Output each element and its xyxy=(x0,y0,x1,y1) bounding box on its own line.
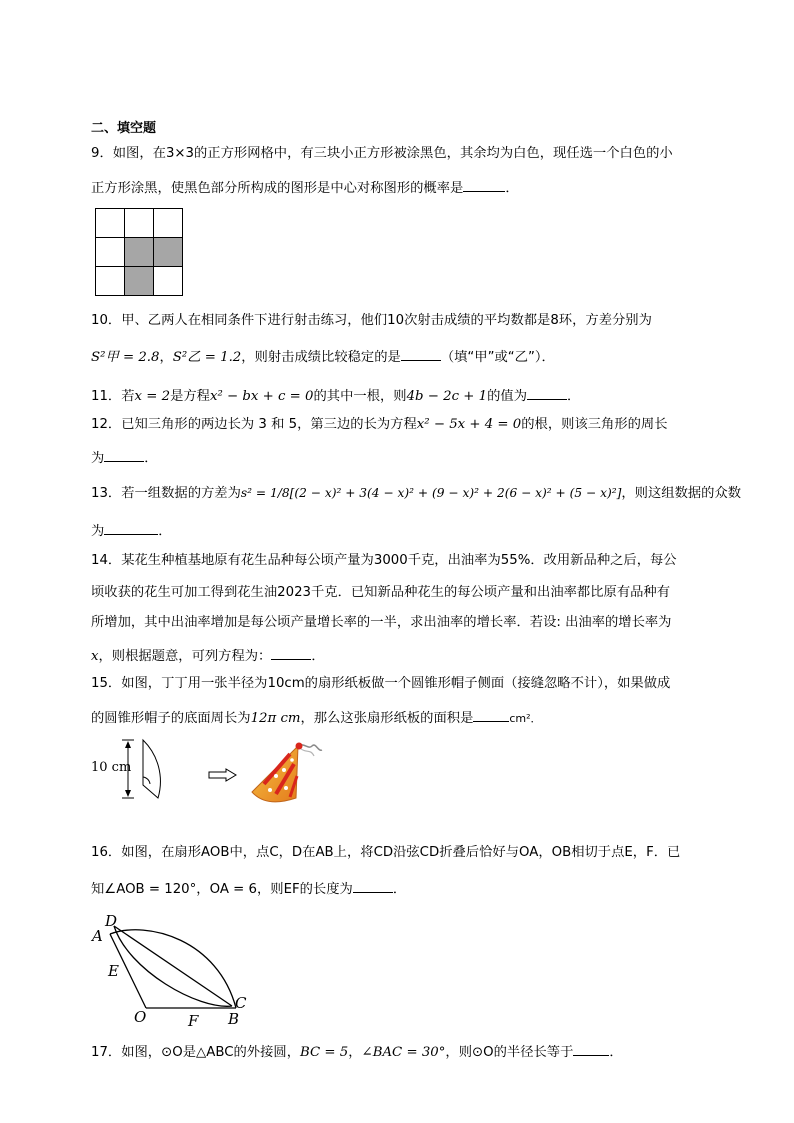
q10-tail: ，则射击成绩比较稳定的是 xyxy=(241,350,401,365)
q12-post: 的根，则该三角形的周长 xyxy=(521,417,668,432)
q16-pre: 知∠AOB = 120°，OA = 6，则EF的长度为 xyxy=(91,882,353,897)
q11-eq1: x = 2 xyxy=(134,389,171,404)
q16-line1: 16．如图，在扇形AOB中，点C，D在AB上，将CD沿弦CD折叠后恰好与OA，OB相切于点E，F．已 xyxy=(91,845,681,860)
grid-shaded-cell xyxy=(154,238,183,267)
q12-answer-blank[interactable] xyxy=(104,447,144,462)
section-heading: 二、填空题 xyxy=(91,121,157,136)
q13-end: ． xyxy=(158,524,172,539)
q17-pre: 17．如图，⊙O是△ABC的外接圆， xyxy=(91,1045,300,1060)
q11-end: ． xyxy=(567,389,581,404)
q12-line2 xyxy=(91,447,158,468)
q17-angle: ∠BAC = 30° xyxy=(361,1045,446,1060)
q10-line1: 10．甲、乙两人在相同条件下进行射击练习，他们10次射击成绩的平均数都是8环，方差分别为 xyxy=(91,313,652,328)
q10-variance-yi: S²乙 = 1.2 xyxy=(172,350,242,365)
q15-circumference: 12π cm xyxy=(250,711,301,726)
q11-eq2: x² − bx + c = 0 xyxy=(209,389,314,404)
q12-end: ． xyxy=(144,451,158,466)
q16-label-c: C xyxy=(235,994,247,1012)
q9-end: ． xyxy=(505,181,519,196)
q17-answer-blank[interactable] xyxy=(573,1041,609,1056)
q15-answer-blank[interactable] xyxy=(473,707,509,722)
q15-sector-figure xyxy=(118,738,210,808)
q16-label-a: A xyxy=(92,927,103,945)
q15-line1: 15．如图，丁丁用一张半径为10cm的扇形纸板做一个圆锥形帽子侧面（接缝忽略不计），如果做成 xyxy=(91,676,671,691)
q16-label-b: B xyxy=(228,1010,240,1028)
grid-shaded-cell xyxy=(125,238,154,267)
q9-grid-figure xyxy=(95,208,185,298)
q14-end: ． xyxy=(311,649,325,664)
q12-eq: x² − 5x + 4 = 0 xyxy=(416,417,522,432)
q17-end: ． xyxy=(609,1045,623,1060)
q11-line xyxy=(91,385,580,406)
q14-line3: 所增加，其中出油率增加是每公顷产量增长率的一半，求出油率的增长率．若设: 出油率的增长率为 xyxy=(91,615,672,630)
q13-line2-text: 为 xyxy=(91,524,105,539)
q10-variance-jia: S²甲 = 2.8 xyxy=(91,350,160,365)
q9-line1: 9．如图，在3×3的正方形网格中，有三块小正方形被涂黑色，其余均为白色，现任选一个白色的小 xyxy=(91,146,673,161)
q11-mid2: 的其中一根，则 xyxy=(313,389,407,404)
q16-sector-figure xyxy=(88,910,258,1030)
q14-answer-blank[interactable] xyxy=(271,645,311,660)
q13-line1 xyxy=(91,484,741,503)
q16-label-e: E xyxy=(108,962,119,980)
q17-post: ，则⊙O的半径长等于 xyxy=(445,1045,574,1060)
q10-line2: S²甲 = 2.8，S²乙 = 1.2，则射击成绩比较稳定的是 （填“甲”或“乙”）． xyxy=(91,346,555,367)
q9-answer-blank[interactable] xyxy=(463,177,505,192)
q14-var: x xyxy=(91,649,99,664)
q11-eq3: 4b − 2c + 1 xyxy=(406,389,488,404)
q15-unit: cm²． xyxy=(509,712,542,725)
q11-mid: 是方程 xyxy=(170,389,210,404)
party-hat-icon xyxy=(246,740,326,810)
q13-line2 xyxy=(91,520,172,541)
q15-mid: ，那么这张扇形纸板的面积是 xyxy=(300,711,474,726)
grid-shaded-cell xyxy=(125,267,154,296)
q13-pre: 13．若一组数据的方差为 xyxy=(91,486,241,501)
q12-line2-text: 为 xyxy=(91,451,105,466)
q16-line2 xyxy=(91,878,406,899)
q14-line4-text: ，则根据题意，可列方程为： xyxy=(98,649,272,664)
q10-hint: （填“甲”或“乙”）． xyxy=(440,350,555,365)
q15-pre: 的圆锥形帽子的底面周长为 xyxy=(91,711,251,726)
q13-formula: s² = 1/8[(2 − x)² + 3(4 − x)² + (9 − x)² + 2(6 − x)² + (5 − x)²] xyxy=(240,486,622,500)
q13-answer-blank[interactable] xyxy=(104,520,158,535)
q12-pre: 12．已知三角形的两边长为 3 和 5，第三边的长为方程 xyxy=(91,417,417,432)
q9-line2 xyxy=(91,177,519,198)
q10-answer-blank[interactable] xyxy=(401,346,441,361)
q17-bc: BC = 5 xyxy=(300,1045,349,1060)
q11-answer-blank[interactable] xyxy=(527,385,567,400)
q16-answer-blank[interactable] xyxy=(353,878,393,893)
q9-text: 正方形涂黑，使黑色部分所构成的图形是中心对称图形的概率是 xyxy=(91,181,464,196)
arrow-icon xyxy=(208,768,238,782)
q14-line1: 14．某花生种植基地原有花生品种每公顷产量为3000千克，出油率为55%．改用新品种之后，每公 xyxy=(91,553,677,568)
q12-line1 xyxy=(91,416,668,434)
q16-label-d: D xyxy=(105,912,118,930)
q11-pre: 11．若 xyxy=(91,389,135,404)
q14-line2: 顷收获的花生可加工得到花生油2023千克．已知新品种花生的每公顷产量和出油率都比原有品种有 xyxy=(91,585,671,600)
q16-label-f: F xyxy=(188,1012,199,1030)
q15-line2 xyxy=(91,707,542,728)
q15-radius-label: 10 cm xyxy=(91,760,132,775)
q17-line: 17．如图，⊙O是△ABC的外接圆，BC = 5，∠BAC = 30°，则⊙O的半径长等于 ． xyxy=(91,1041,623,1062)
q16-end: ． xyxy=(392,882,407,897)
q11-post: 的值为 xyxy=(487,389,528,404)
q14-line4 xyxy=(91,645,325,666)
q16-label-o: O xyxy=(134,1008,147,1026)
q13-post: ，则这组数据的众数 xyxy=(621,486,742,501)
